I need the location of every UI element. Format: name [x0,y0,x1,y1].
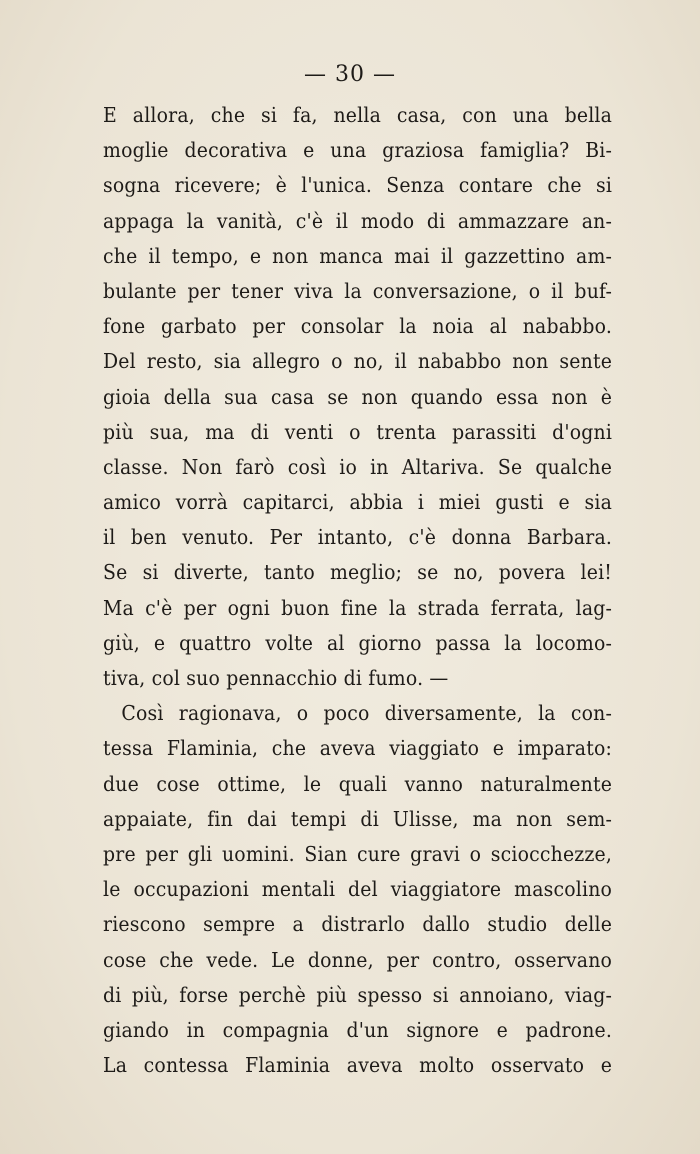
text-line: gioia della sua casa se non quando essa non è [103,384,613,409]
text-line: Del resto, sia allegro o no, il nababbo non sente [103,349,613,374]
text-line: riescono sempre a distrarlo dallo studio delle [103,912,613,937]
text-line: fone garbato per consolar la noia al nababbo. [103,314,613,339]
text-line: appaga la vanità, c'è il modo di ammazzare an- [103,208,613,233]
text-line: sogna ricevere; è l'unica. Senza contare che si [103,173,613,198]
text-line: Ma c'è per ogni buon fine la strada ferrata, lag- [103,595,613,620]
text-line: che il tempo, e non manca mai il gazzettino am- [103,243,613,268]
text-line: di più, forse perchè più spesso si annoiano, viag- [103,982,613,1007]
text-line: più sua, ma di venti o trenta parassiti d'ogni [103,419,613,444]
text-line: amico vorrà capitarci, abbia i miei gusti e sia [103,490,613,515]
text-line: due cose ottime, le quali vanno naturalmente [103,771,613,796]
page-number: — 30 — [304,62,396,87]
text-line: giando in compagnia d'un signore e padrone. [103,1017,613,1042]
text-line: moglie decorativa e una graziosa famiglia? Bi- [103,138,613,163]
text-line: pre per gli uomini. Sian cure gravi o sciocchezze, [103,841,613,866]
text-line: bulante per tener viva la conversazione, o il buf- [103,278,613,303]
body-text [103,98,613,1083]
text-line: le occupazioni mentali del viaggiatore mascolino [103,877,613,902]
text-line: appaiate, fin dai tempi di Ulisse, ma non sem- [103,806,613,831]
text-line: giù, e quattro volte al giorno passa la locomo- [103,630,613,655]
text-line: Se si diverte, tanto meglio; se no, povera lei! [103,560,613,585]
text-line: Così ragionava, o poco diversamente, la con- [121,701,613,726]
text-line: E allora, che si fa, nella casa, con una bella [103,103,613,127]
text-line: il ben venuto. Per intanto, c'è donna Barbara. [103,525,613,550]
text-line: tessa Flaminia, che aveva viaggiato e imparato: [103,736,613,761]
text-line: La contessa Flaminia aveva molto osservato e [103,1053,613,1078]
text-line: classe. Non farò così io in Altariva. Se qualche [103,454,613,479]
text-line: tiva, col suo pennacchio di fumo. — [103,666,449,690]
text-line: cose che vede. Le donne, per contro, osservano [103,947,613,972]
